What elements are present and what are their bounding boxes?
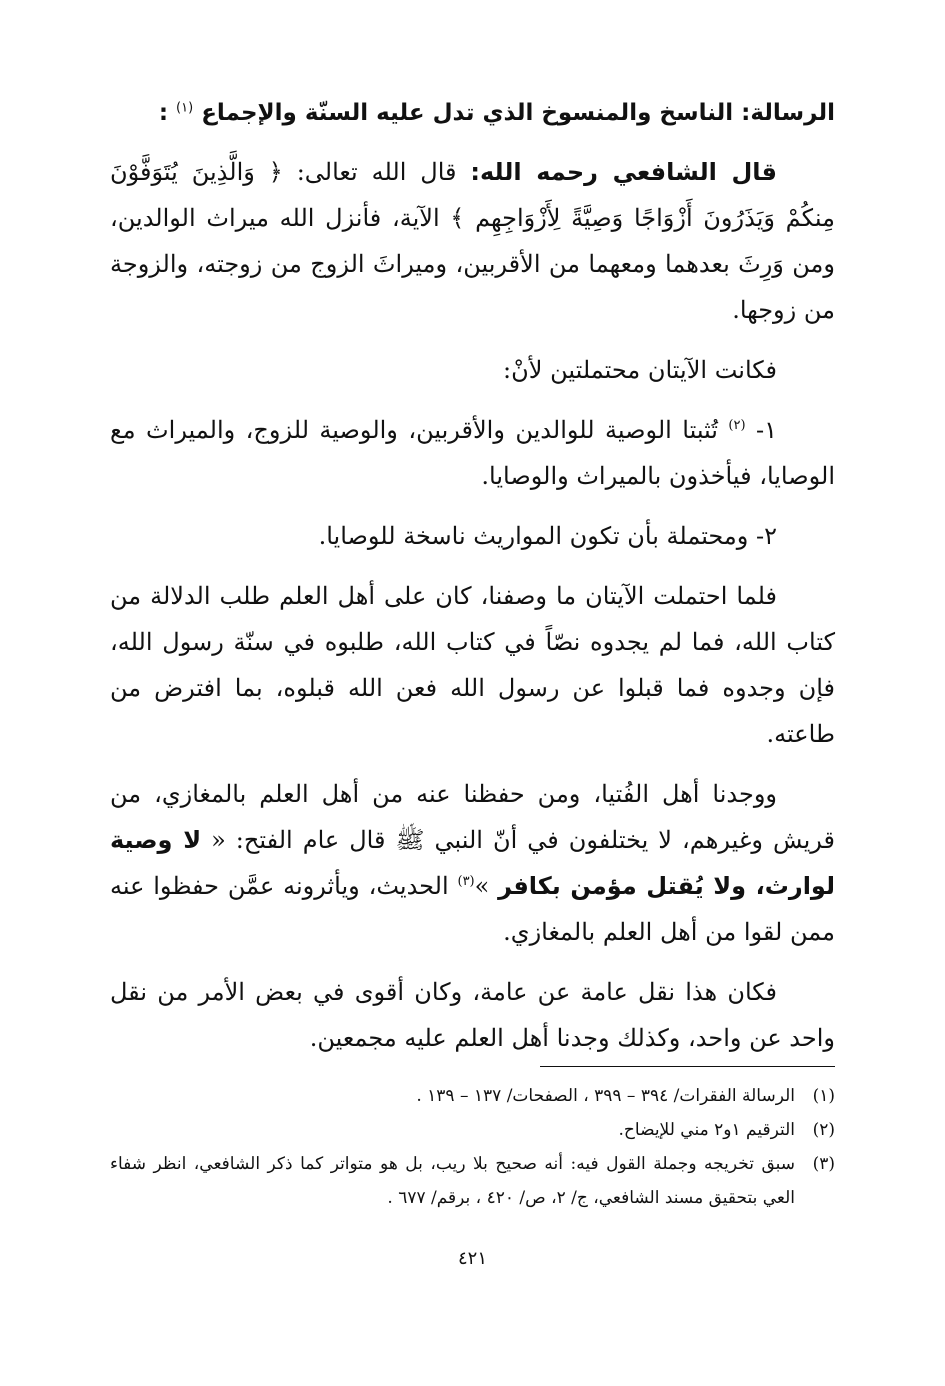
footnote-divider — [540, 1066, 835, 1067]
footnote-number: (٢) — [812, 1120, 835, 1140]
paragraph-2: فكانت الآيتان محتملتين لأنْ: — [503, 356, 777, 384]
speaker-label: قال الشافعي رحمه الله: — [470, 158, 778, 186]
quote-close: » — [474, 872, 499, 900]
paragraph-6-before: ووجدنا أهل الفُتيا، ومن حفظنا عنه من أهل العلم بالمغازي، من قريش وغيرهم، لا يختلفون في أنّ النبي ﷺ قال عام الفتح: « — [110, 780, 835, 854]
heading-footnote-ref[interactable]: (١) — [176, 100, 194, 116]
paragraph-6 — [110, 771, 835, 955]
paragraph-3-footnote-ref[interactable]: (٢) — [728, 418, 746, 433]
paragraph-1 — [110, 149, 835, 333]
footnote-3 — [110, 1147, 835, 1215]
footnote-text: الترقيم ١و٢ مني للإيضاح. — [618, 1120, 795, 1140]
heading-text: الرسالة: الناسخ والمنسوخ الذي تدل عليه السنّة والإجماع — [201, 100, 835, 126]
footnote-1 — [110, 1079, 835, 1113]
paragraph-7: فكان هذا نقل عامة عن عامة، وكان أقوى في بعض الأمر من نقل واحد عن واحد، وكذلك وجدنا أهل العلم عليه مجمعين. — [110, 978, 835, 1052]
page-number: ٤٢١ — [457, 1248, 487, 1269]
hadith-quote: لا وصية لوارث، ولا يُقتل مؤمن بكافر — [110, 826, 835, 900]
footnote-number: (١) — [812, 1086, 835, 1106]
paragraph-6-after: الحديث، ويأثرونه عمَّن حفظوا عنه ممن لقوا من أهل العلم بالمغازي. — [110, 872, 835, 946]
heading-colon: : — [158, 100, 169, 126]
item-1-prefix: ١- — [745, 416, 777, 444]
footnote-text: سبق تخريجه وجملة القول فيه: أنه صحيح بلا ريب، بل هو متواتر كما ذكر الشافعي، انظر شفاء العي بتحقيق مسند الشافعي، ج/ ٢، ص/ ٤٢٠ ، برقم/ ٦٧٧ . — [110, 1154, 795, 1208]
footnote-2 — [110, 1113, 835, 1147]
paragraph-1-text: قال الله تعالى: ﴿ وَالَّذِينَ يُتَوَفَّوْنَ مِنكُمْ وَيَذَرُونَ أَزْوَاجًا وَصِيَّةً لِأَزْوَاجِهِم ﴾ الآية، فأنزل الله ميراث الوالدين، ومن وَرِثَ بعدهما ومعهما من الأقربين، وميراثَ الزوج من زوجته، والزوجة من زوجها. — [110, 158, 835, 324]
footnote-text: الرسالة الفقرات/ ٣٩٤ – ٣٩٩ ، الصفحات/ ١٣٧ – ١٣٩ . — [416, 1086, 795, 1106]
paragraph-3-text: تُثبتا الوصية للوالدين والأقربين، والوصية للزوج، والميراث مع الوصايا، فيأخذون بالميراث والوصايا. — [110, 416, 835, 490]
paragraph-3 — [110, 407, 835, 499]
paragraph-5: فلما احتملت الآيتان ما وصفنا، كان على أهل العلم طلب الدلالة من كتاب الله، فما لم يجدوه نصّاً في كتاب الله، طلبوه في سنّة رسول الله، فإن وجدوه فما قبلوا عن رسول الله فعن الله قبلوه، بما افترض من طاعته. — [110, 582, 835, 748]
footnote-number: (٣) — [812, 1154, 835, 1174]
footnotes-section — [110, 1066, 835, 1215]
paragraph-4: ٢- ومحتملة بأن تكون المواريث ناسخة للوصايا. — [318, 522, 777, 550]
page-body — [110, 95, 835, 1075]
paragraph-6-footnote-ref[interactable]: (٣) — [457, 874, 475, 889]
section-heading — [110, 95, 835, 131]
